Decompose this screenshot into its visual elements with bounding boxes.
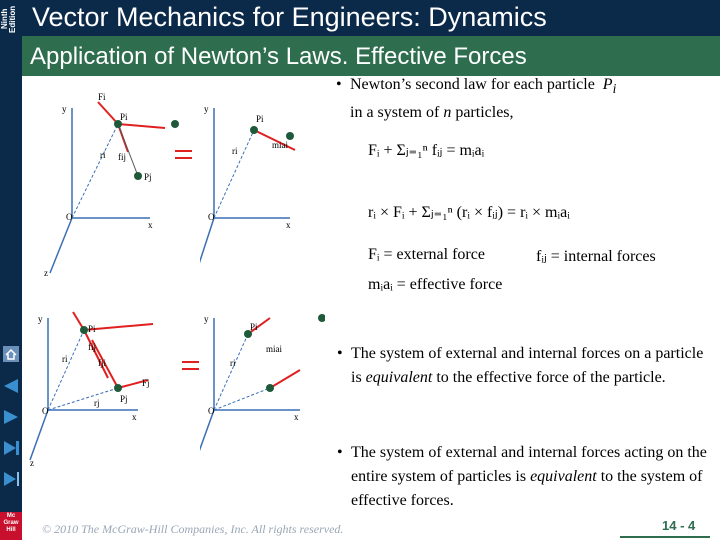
edition-label: Ninth Edition xyxy=(0,5,17,33)
fj-label: Fj xyxy=(142,378,150,388)
mcgraw-hill-logo: Mc Graw Hill xyxy=(0,512,22,540)
pi-label: Pi xyxy=(120,112,128,122)
bullet-dot-3: • xyxy=(337,444,343,461)
definition-external-force: Fᵢ = external force xyxy=(368,246,485,263)
exit-icon[interactable] xyxy=(0,468,22,490)
equation-moment-balance: rᵢ × Fᵢ + Σⱼ₌₁ⁿ (rᵢ × fᵢⱼ) = rᵢ × mᵢaᵢ xyxy=(368,204,570,221)
origin-label-4: O xyxy=(208,406,215,416)
figure-effective-forces xyxy=(200,88,320,288)
y-axis-label-2: y xyxy=(204,104,209,114)
z-axis-label-3: z xyxy=(30,458,34,468)
ri-label-3: ri xyxy=(62,354,68,364)
figure-two-particles-effective xyxy=(200,310,325,475)
origin-label-2: O xyxy=(208,212,215,222)
next-slide-icon[interactable] xyxy=(0,406,22,428)
page-number: 14 - 4 xyxy=(662,518,696,533)
figure-two-particles xyxy=(28,310,198,475)
bullet-equivalence-system: The system of external and internal forces acting on the entire system of particles is equivalent to the system of effective forces. xyxy=(351,444,707,509)
fi-label: Fi xyxy=(98,92,106,102)
equation-force-balance: Fᵢ + Σⱼ₌₁ⁿ fᵢⱼ = mᵢaᵢ xyxy=(368,142,485,159)
home-icon[interactable] xyxy=(0,343,22,365)
miai-label: miai xyxy=(272,140,288,150)
slide-subtitle: Application of Newton’s Laws. Effective Forces xyxy=(30,43,527,70)
figure-system-of-particles xyxy=(40,88,200,288)
fij-label-3: fij xyxy=(88,342,96,352)
origin-label-3: O xyxy=(42,406,49,416)
x-axis-label: x xyxy=(148,220,153,230)
pi-label-4: Pi xyxy=(250,322,258,332)
fij-label: fij xyxy=(118,152,126,162)
x-axis-label-3: x xyxy=(132,412,137,422)
pj-label-3: Pj xyxy=(120,394,128,404)
bullet-dot-2: • xyxy=(337,345,343,362)
page-title: Vector Mechanics for Engineers: Dynamics xyxy=(32,2,547,32)
copyright-notice: © 2010 The McGraw-Hill Companies, Inc. All rights reserved. xyxy=(42,522,344,536)
x-axis-label-4: x xyxy=(294,412,299,422)
miai-label-2: miai xyxy=(266,344,282,354)
y-axis-label: y xyxy=(62,104,67,114)
y-axis-label-3: y xyxy=(38,314,43,324)
first-slide-icon[interactable] xyxy=(0,375,22,397)
pj-label: Pj xyxy=(144,172,152,182)
pi-label-3: Pi xyxy=(88,324,96,334)
pi-label-2: Pi xyxy=(256,114,264,124)
bullet-newtons-law: • Newton’s second law for each particle $P_i$ in a system of n particles, xyxy=(336,76,617,122)
last-slide-icon[interactable] xyxy=(0,437,22,459)
footer-rule xyxy=(620,536,710,538)
rj-label: rj xyxy=(94,398,100,408)
definition-internal-forces: fᵢⱼ = internal forces xyxy=(536,248,656,265)
equals-sign-1 xyxy=(170,145,200,165)
ri-label-2: ri xyxy=(232,146,238,156)
fji-label: fji xyxy=(98,358,106,368)
bullet-equivalence-particle: The system of external and internal forces on a particle is equivalent to the effective force of the particle. xyxy=(351,345,704,386)
y-axis-label-4: y xyxy=(204,314,209,324)
x-axis-label-2: x xyxy=(286,220,291,230)
navigation-strip xyxy=(0,36,22,540)
definition-effective-force: mᵢaᵢ = effective force xyxy=(368,276,503,293)
z-axis-label: z xyxy=(44,268,48,278)
ri-label-4: ri xyxy=(230,358,236,368)
ri-label: ri xyxy=(100,150,106,160)
origin-label: O xyxy=(66,212,73,222)
